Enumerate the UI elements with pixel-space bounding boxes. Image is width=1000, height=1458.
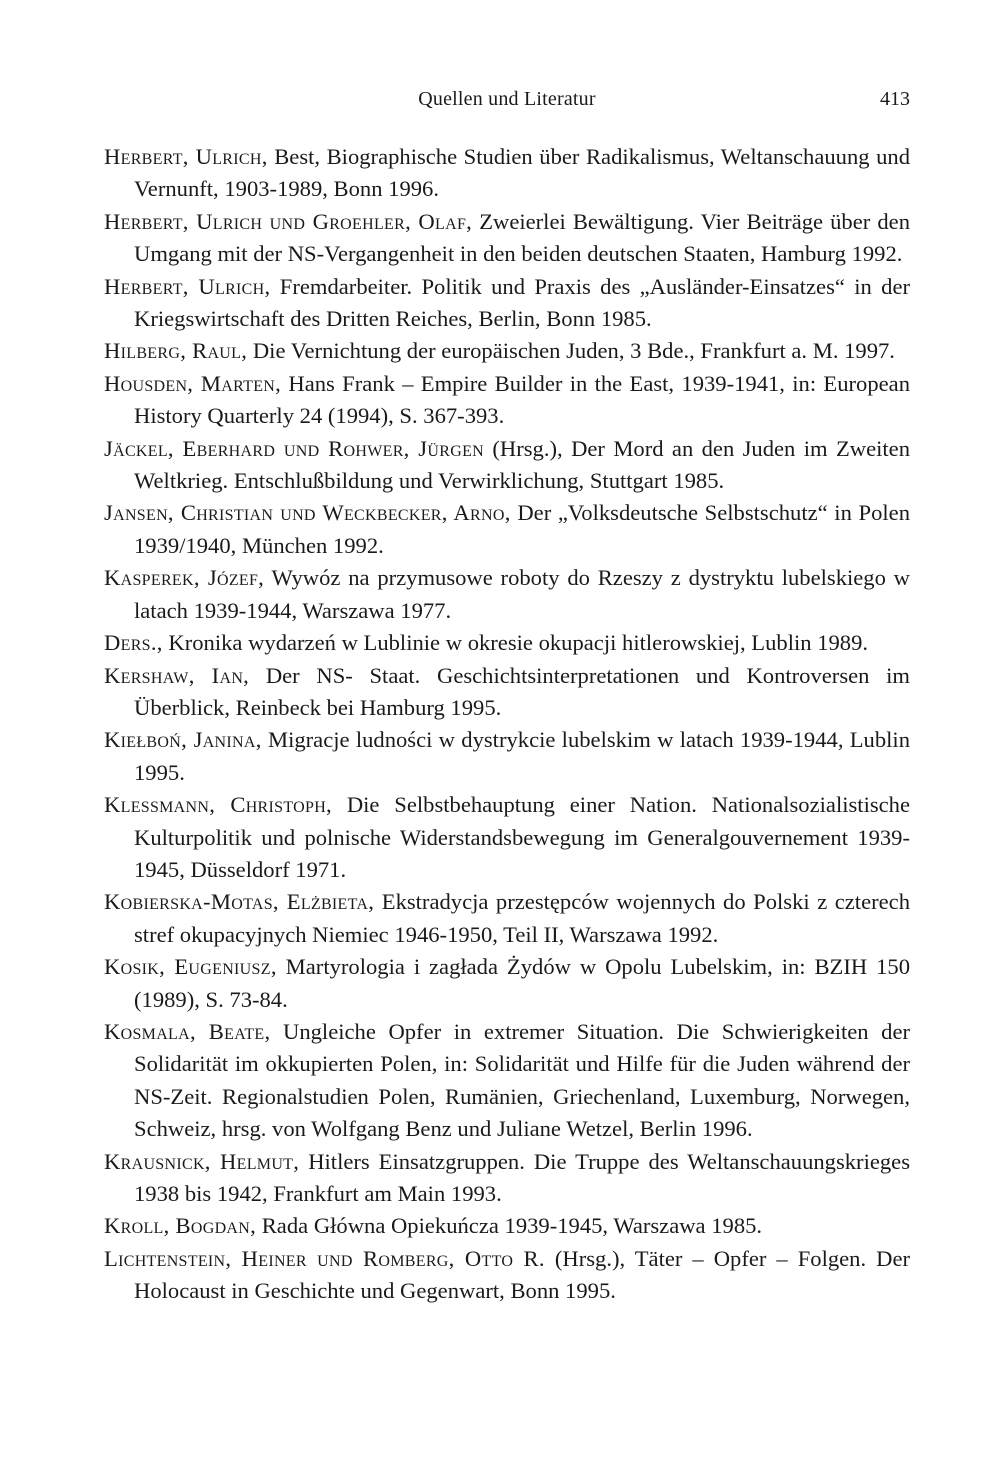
entry-text: Der NS- Staat. Geschichtsinterpretationen und Kontroversen im Überblick, Reinbeck bei Hamburg 1995.	[134, 662, 910, 720]
entry-author: Jansen, Christian und Weckbecker, Arno,	[104, 500, 511, 526]
entry-text: Fremdarbeiter. Politik und Praxis des „Ausländer-Einsatzes“ in der Kriegswirtschaft des Dritten Reiches, Berlin, Bonn 1985.	[134, 273, 910, 332]
running-head	[104, 88, 910, 118]
bibliography-list	[104, 141, 910, 1308]
entry-author: Kobierska-Motas, Elżbieta,	[104, 889, 375, 915]
entry-author: Kershaw, Ian,	[104, 662, 250, 688]
entry-text: Kronika wydarzeń w Lublinie w okresie okupacji hitlerowskiej, Lublin 1989.	[162, 630, 869, 656]
entry-author: Krausnick, Helmut,	[104, 1148, 300, 1174]
entry-author: Klessmann, Christoph,	[104, 792, 332, 818]
entry-author: Kroll, Bogdan,	[104, 1213, 257, 1239]
entry-text: Die Vernichtung der europäischen Juden, 3 Bde., Frankfurt a. M. 1997.	[247, 338, 895, 364]
bibliography-entry	[104, 660, 910, 725]
entry-text: Ekstradycja przestępców wojennych do Polski z czterech stref okupacyjnych Niemiec 1946-1950, Teil II, Warszawa 1992.	[134, 889, 910, 947]
entry-author: Lichtenstein, Heiner und Romberg, Otto R.	[104, 1245, 545, 1271]
bibliography-entry	[104, 433, 910, 498]
entry-text: Hans Frank – Empire Builder in the East, 1939-1941, in: European History Quarterly 24 (1994), S. 367-393.	[134, 370, 910, 429]
entry-author: Kiełboń, Janina,	[104, 727, 262, 753]
entry-text: Der „Volksdeutsche Selbstschutz“ in Polen 1939/1940, München 1992.	[134, 500, 910, 558]
entry-text: Hitlers Einsatzgruppen. Die Truppe des Weltanschauungskrieges 1938 bis 1942, Frankfurt am Main 1993.	[134, 1148, 910, 1206]
bibliography-entry	[104, 886, 910, 951]
bibliography-entry	[104, 1210, 910, 1242]
entry-author: Herbert, Ulrich und Groehler, Olaf,	[104, 208, 473, 234]
entry-text: Rada Główna Opiekuńcza 1939-1945, Warszawa 1985.	[256, 1213, 763, 1239]
entry-text: Migracje ludności w dystrykcie lubelskim w latach 1939-1944, Lublin 1995.	[134, 727, 910, 785]
page-number: 413	[880, 88, 910, 110]
entry-author: Ders.,	[104, 630, 163, 656]
bibliography-entry	[104, 562, 910, 627]
entry-text: Die Selbstbehauptung einer Nation. Nationalsozialistische Kulturpolitik und polnische Widerstandsbewegung im Generalgouvernement 1939-1945, Düsseldorf 1971.	[134, 792, 910, 882]
running-title: Quellen und Literatur	[418, 88, 596, 110]
bibliography-entry	[104, 1016, 910, 1146]
entry-text: Ungleiche Opfer in extremer Situation. Die Schwierigkeiten der Solidarität im okkupierten Polen, in: Solidarität und Hilfe für die Juden während der NS-Zeit. Regionalstudien Polen, Rumänien, Griechenland, Luxemburg, Norwegen, Schweiz, hrsg. von Wolfgang Benz und Juliane Wetzel, Berlin 1996.	[134, 1018, 911, 1142]
entry-text: (Hrsg.), Der Mord an den Juden im Zweiten Weltkrieg. Entschlußbildung und Verwirklichung, Stuttgart 1985.	[134, 435, 910, 494]
bibliography-entry	[104, 1146, 910, 1211]
entry-author: Kasperek, Józef,	[104, 565, 265, 591]
entry-author: Kosik, Eugeniusz,	[104, 954, 277, 980]
bibliography-entry	[104, 724, 910, 789]
entry-author: Kosmala, Beate,	[104, 1018, 271, 1044]
bibliography-entry	[104, 497, 910, 562]
entry-author: Hilberg, Raul,	[104, 338, 248, 364]
bibliography-entry	[104, 627, 910, 659]
entry-text: Wywóz na przymusowe roboty do Rzeszy z dystryktu lubelskiego w latach 1939-1944, Warszawa 1977.	[134, 565, 910, 623]
bibliography-entry	[104, 206, 910, 271]
bibliography-entry	[104, 951, 910, 1016]
entry-author: Housden, Marten,	[104, 370, 282, 396]
entry-text: Best, Biographische Studien über Radikalismus, Weltanschauung und Vernunft, 1903-1989, Bonn 1996.	[134, 144, 910, 202]
bibliography-entry	[104, 271, 910, 336]
entry-author: Jäckel, Eberhard und Rohwer, Jürgen	[104, 435, 485, 461]
bibliography-entry	[104, 335, 910, 367]
entry-text: Zweierlei Bewältigung. Vier Beiträge über den Umgang mit der NS-Vergangenheit in den beiden deutschen Staaten, Hamburg 1992.	[134, 208, 910, 267]
bibliography-entry	[104, 1243, 910, 1308]
entry-text: (Hrsg.), Täter – Opfer – Folgen. Der Holocaust in Geschichte und Gegenwart, Bonn 1995.	[134, 1245, 910, 1304]
bibliography-entry	[104, 368, 910, 433]
bibliography-entry	[104, 789, 910, 886]
bibliography-entry	[104, 141, 910, 206]
entry-text: Martyrologia i zagłada Żydów w Opolu Lubelskim, in: BZIH 150 (1989), S. 73-84.	[134, 954, 910, 1012]
entry-author: Herbert, Ulrich,	[104, 144, 268, 169]
entry-author: Herbert, Ulrich,	[104, 273, 271, 299]
